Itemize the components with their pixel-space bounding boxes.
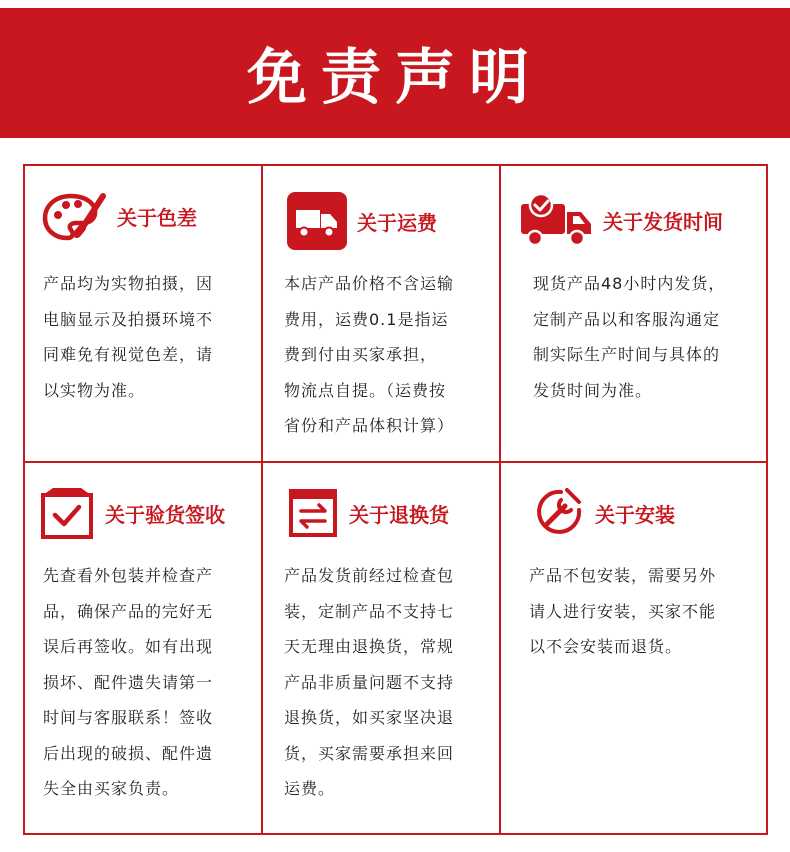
- card-text-line: 本店产品价格不含运输: [284, 274, 455, 293]
- header-banner: [0, 8, 790, 138]
- card-title: 关于安装: [595, 502, 675, 527]
- card-text-line: 天无理由退换货，常规: [284, 637, 455, 656]
- card-body: [533, 266, 725, 408]
- card-installation: [501, 463, 768, 835]
- card-shipping-time: [501, 166, 768, 461]
- disclaimer-grid: [23, 164, 768, 835]
- card-body: [529, 558, 716, 665]
- card-title: 关于退换货: [349, 502, 449, 527]
- card-text-line: 误后再签收。如有出现: [43, 637, 214, 656]
- card-text-line: 定制产品以和客服沟通定: [533, 309, 721, 329]
- card-text-line: 失全由买家负责。: [43, 779, 180, 798]
- card-title: 关于发货时间: [603, 209, 723, 234]
- card-text-line: 产品发货前经过检查包: [284, 566, 455, 585]
- card-text-line: 制实际生产时间与具体的: [533, 345, 721, 364]
- card-body: [43, 266, 213, 408]
- card-text-line: 损坏、配件遗失请第一: [43, 672, 214, 692]
- card-text-line: 时间与客服联系！签收: [43, 708, 214, 727]
- card-text-line: 同难免有视觉色差，请: [43, 345, 214, 364]
- card-text-line: 产品非质量问题不支持: [284, 672, 455, 692]
- card-header: [287, 485, 449, 541]
- card-text-line: 退换货，如买家坚决退: [284, 708, 455, 727]
- card-shipping-fee: [263, 166, 499, 461]
- card-text-line: 物流点自提。（运费按: [284, 380, 447, 400]
- card-color-difference: [25, 166, 261, 461]
- card-text-line: 请人进行安装，买家不能: [529, 601, 717, 621]
- card-text-line: 省份和产品体积计算）: [284, 416, 455, 435]
- card-text-line: 费到付由买家承担，: [284, 345, 438, 364]
- card-text-line: 先查看外包装并检查产: [43, 566, 214, 585]
- card-inspection: [25, 463, 261, 835]
- card-header: [521, 192, 723, 248]
- card-header: [531, 485, 675, 541]
- card-body: [284, 266, 454, 444]
- palette-icon: [41, 190, 107, 242]
- card-header: [41, 186, 197, 246]
- card-text-line: 后出现的破损、配件遗: [43, 743, 214, 763]
- card-text-line: 以实物为准。: [43, 380, 146, 400]
- page-title: 免责声明: [247, 43, 543, 113]
- card-header: [39, 485, 225, 541]
- wrench-icon: [531, 486, 585, 540]
- card-text-line: 电脑显示及拍摄环境不: [43, 309, 214, 329]
- card-header: [287, 192, 437, 250]
- card-title: 关于色差: [117, 205, 197, 230]
- card-body: [43, 558, 213, 807]
- shipping-truck-check-icon: [521, 192, 593, 248]
- card-text-line: 装，定制产品不支持七: [284, 601, 455, 621]
- card-text-line: 产品不包安装，需要另外: [529, 566, 717, 585]
- card-text-line: 产品均为实物拍摄，因: [43, 274, 214, 293]
- card-text-line: 发货时间为准。: [533, 380, 653, 400]
- card-body: [284, 558, 454, 807]
- exchange-arrows-icon: [287, 487, 339, 539]
- delivery-truck-icon: [287, 192, 347, 250]
- card-returns: [263, 463, 499, 835]
- card-text-line: 运费。: [284, 779, 336, 798]
- card-title: 关于运费: [357, 210, 437, 235]
- card-text-line: 货，买家需要承担来回: [284, 743, 455, 763]
- card-title: 关于验货签收: [105, 502, 225, 527]
- card-text-line: 现货产品48小时内发货，: [533, 274, 726, 293]
- card-text-line: 品，确保产品的完好无: [43, 601, 214, 621]
- card-text-line: 费用，运费0.1是指运: [284, 309, 449, 329]
- card-text-line: 以不会安装而退货。: [529, 637, 683, 656]
- box-checkmark-icon: [39, 485, 95, 541]
